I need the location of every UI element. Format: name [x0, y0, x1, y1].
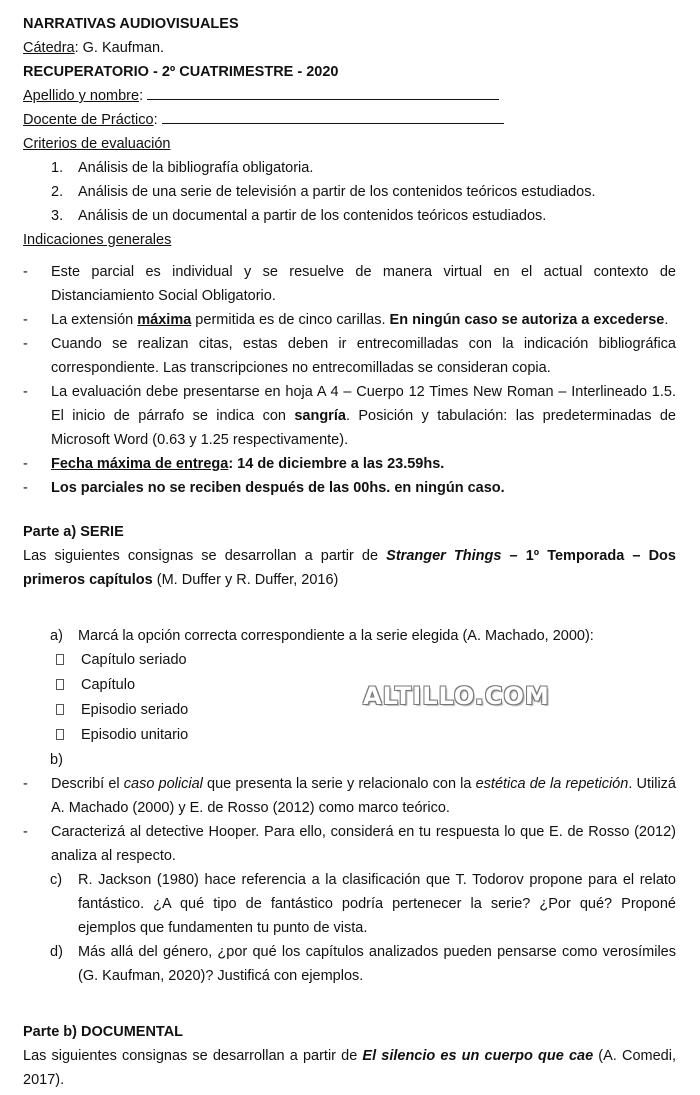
question-a: a) Marcá la opción correcta correspondiente a la serie elegida (A. Machado, 2000): [50, 628, 594, 644]
general-heading: Indicaciones generales [23, 232, 172, 248]
course-title: NARRATIVAS AUDIOVISUALES [23, 16, 239, 32]
question-b-item: - Caracterizá al detective Hooper. Para ello, considerá en tu respuesta lo que E. de Rosso (2012) analiza al respecto. [23, 824, 676, 864]
part-b-heading: Parte b) DOCUMENTAL [23, 1024, 184, 1040]
checkbox[interactable] [56, 654, 64, 665]
general-item: - Los parciales no se reciben después de las 00hs. en ningún caso. [23, 480, 505, 496]
option-capitulo[interactable]: Capítulo [23, 673, 676, 698]
teacher-blank[interactable] [162, 109, 504, 124]
watermark-logo: ALTILLO.COM [363, 682, 550, 710]
question-d: d) Más allá del género, ¿por qué los capítulos analizados pueden pensarse como verosímiles (G. Kaufman, 2020)? Justificá con ejemplos. [50, 944, 676, 984]
checkbox[interactable] [56, 729, 64, 740]
option-episodio-seriado[interactable]: Episodio seriado [23, 698, 676, 723]
teacher-label: Docente de Práctico [23, 112, 154, 128]
chair-value: : G. Kaufman. [74, 40, 165, 56]
document-body [23, 12, 676, 1092]
option-episodio-unitario[interactable]: Episodio unitario [23, 723, 676, 748]
checkbox[interactable] [56, 679, 64, 690]
criteria-item: 1. Análisis de la bibliografía obligatoria. [51, 160, 314, 176]
name-label: Apellido y nombre [23, 88, 140, 104]
checkbox[interactable] [56, 704, 64, 715]
criteria-list [23, 156, 676, 228]
teacher-line: Docente de Práctico: [23, 108, 676, 132]
exam-title: RECUPERATORIO - 2º CUATRIMESTRE - 2020 [23, 64, 339, 80]
chair-line [23, 36, 676, 60]
criteria-heading: Criterios de evaluación [23, 136, 171, 152]
general-item: - La extensión máxima permitida es de cinco carillas. En ningún caso se autoriza a excederse. [23, 312, 669, 328]
name-line: Apellido y nombre: [23, 84, 676, 108]
general-item: - Este parcial es individual y se resuelve de manera virtual en el actual contexto de Distanciamiento Social Obligatorio. [23, 264, 676, 304]
part-a-heading: Parte a) SERIE [23, 524, 124, 540]
part-b-intro: Las siguientes consignas se desarrollan a partir de El silencio es un cuerpo que cae (A. Comedi, 2017). [23, 1048, 676, 1088]
question-b: b) [50, 752, 63, 768]
question-c: c) R. Jackson (1980) hace referencia a la clasificación que T. Todorov propone para el relato fantástico. ¿A qué tipo de fantástico podría pertenecer la serie? ¿Por qué? Proponé ejemplos que fundamenten tu punto de vista. [50, 872, 676, 936]
general-item: - La evaluación debe presentarse en hoja A 4 – Cuerpo 12 Times New Roman – Interlineado 1.5. El inicio de párrafo se indica con sangría. Posición y tabulación: las predeterminadas de Microsoft Word (0.63 y 1.25 respectivamente). [23, 384, 676, 448]
question-b-item: - Describí el caso policial que presenta la serie y relacionalo con la estética de la repetición. Utilizá A. Machado (2000) y E. de Rosso (2012) como marco teórico. [23, 776, 676, 816]
criteria-item: 3. Análisis de un documental a partir de los contenidos teóricos estudiados. [51, 208, 547, 224]
name-blank[interactable] [147, 85, 499, 100]
option-capitulo-seriado[interactable]: Capítulo seriado [23, 648, 676, 673]
criteria-item: 2. Análisis de una serie de televisión a partir de los contenidos teóricos estudiados. [51, 184, 596, 200]
deadline-item: - Fecha máxima de entrega: 14 de diciembre a las 23.59hs. [23, 456, 445, 472]
part-a-intro: Las siguientes consignas se desarrollan a partir de Stranger Things – 1º Temporada – Dos primeros capítulos (M. Duffer y R. Duffer, 2016) [23, 548, 676, 588]
chair-label: Cátedra [23, 40, 75, 56]
general-item: - Cuando se realizan citas, estas deben ir entrecomilladas con la indicación bibliográfica correspondiente. Las transcripciones no entrecomilladas se consideran copia. [23, 336, 676, 376]
